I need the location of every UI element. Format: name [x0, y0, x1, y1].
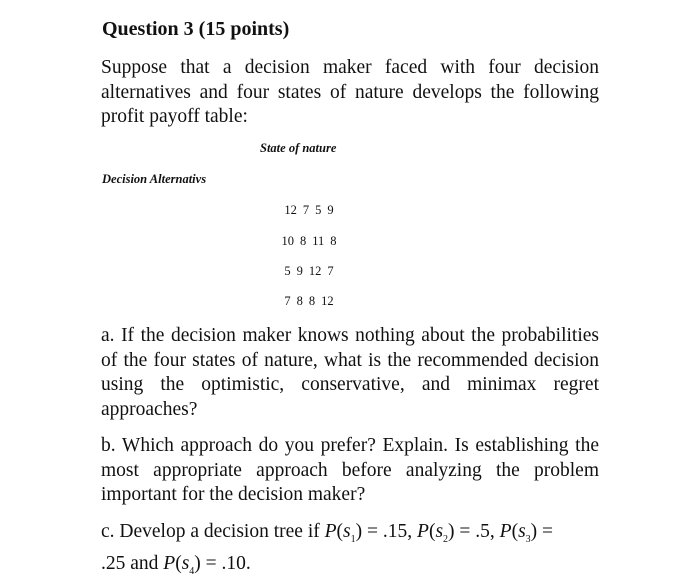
payoff-cell: 10	[281, 234, 294, 248]
payoff-cell: 12	[321, 294, 334, 308]
payoff-cell: 12	[284, 203, 297, 217]
payoff-cell: 5	[315, 203, 322, 217]
part-c-question: c. Develop a decision tree if $P(s_1) = .15$, $P(s_2) = .5$, $P(s_3)$ = .25 and $P(s_4) = .10$.	[101, 521, 554, 578]
payoff-cell: 8	[308, 294, 316, 308]
part-b-question: b. Which approach do you prefer? Explain. Is establishing the most appropriate approach before analyzing the problem important for the decision maker?	[101, 435, 599, 505]
question-title: Question 3 (15 points)	[102, 18, 290, 40]
decision-alternatives-label: Decision Alternativs	[102, 172, 207, 186]
payoff-cell: 7	[302, 203, 310, 217]
payoff-cell: 9	[296, 264, 303, 278]
payoff-cell: 8	[330, 234, 337, 248]
payoff-row-3	[266, 264, 352, 279]
payoff-cell: 5	[284, 264, 291, 278]
payoff-cell: 9	[327, 203, 334, 217]
payoff-cell: 11	[312, 234, 325, 248]
payoff-cell: 12	[308, 264, 322, 278]
payoff-row-1	[266, 203, 352, 218]
payoff-row-2	[266, 234, 352, 249]
payoff-cell: 8	[296, 294, 303, 308]
payoff-row-4	[266, 294, 352, 309]
part-a-question: a. If the decision maker knows nothing about the probabilities of the four states of nature, what is the recommended decision using the optimistic, conservative, and minimax regret approaches?	[101, 325, 599, 420]
payoff-cell: 8	[299, 234, 307, 248]
state-of-nature-label: State of nature	[260, 141, 337, 155]
payoff-cell: 7	[327, 264, 334, 278]
intro-paragraph: Suppose that a decision maker faced with four decision alternatives and four states of nature develops the following profit payoff table:	[101, 57, 599, 127]
payoff-cell: 7	[284, 294, 291, 308]
